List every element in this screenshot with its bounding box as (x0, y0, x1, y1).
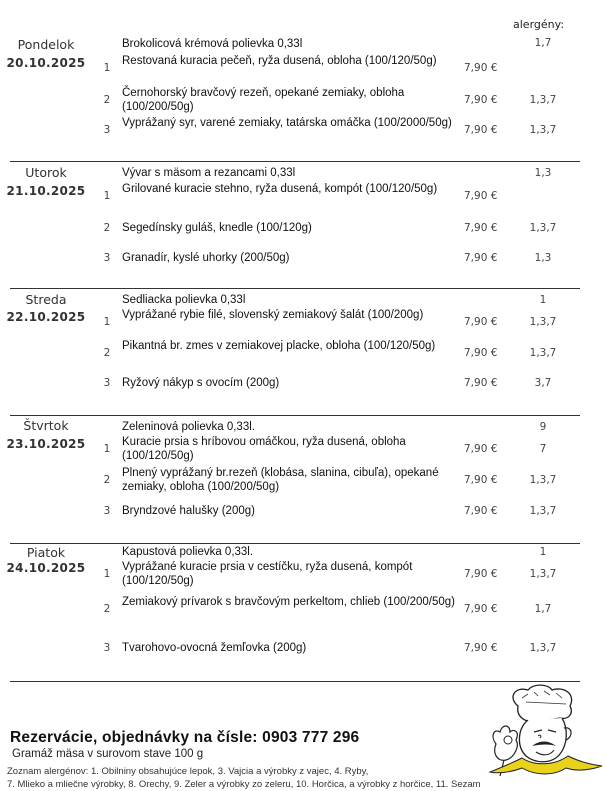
meal-price: 7,90 € (464, 603, 498, 615)
meal-number: 1 (103, 443, 111, 455)
allergen-list-line-2: 7. Mlieko a mliečne výrobky, 8. Orechy, 9. Zeler a výrobky zo zeleru, 10. Horčica, a výrobky z horčice, 11. Sezam (7, 779, 481, 790)
meal-number: 2 (103, 603, 111, 615)
day-date: 21.10.2025 (6, 184, 86, 198)
meal-price: 7,90 € (464, 316, 498, 328)
meal-allergens: 1,3,7 (529, 347, 557, 359)
day-date: 22.10.2025 (6, 310, 86, 324)
day-name: Štvrtok (23, 418, 69, 433)
meal-name: Ryžový nákyp s ovocím (200g) (122, 377, 280, 389)
meal-number: 1 (103, 62, 111, 74)
meal-price: 7,90 € (464, 443, 498, 455)
meal-number: 2 (103, 347, 111, 359)
meal-number: 3 (103, 252, 111, 264)
meal-allergens: 1,3,7 (529, 222, 557, 234)
meal-name: Tvarohovo-ovocná žemľovka (200g) (122, 642, 307, 654)
soup-allergens: 1 (539, 294, 547, 306)
soup-name: Brokolicová krémová polievka 0,33l (122, 38, 303, 50)
day-date: 20.10.2025 (6, 56, 86, 70)
meal-price: 7,90 € (464, 222, 498, 234)
allergen-list (7, 765, 606, 791)
meal-allergens: 7 (539, 443, 547, 455)
meal-name: Vyprážané kuracie prsia v cestíčku, ryža dusená, kompót (100/120/50g) (122, 561, 413, 587)
meal-allergens: 1,3,7 (529, 94, 557, 106)
meal-name: Plnený vyprážaný br.rezeň (klobása, slanina, cibuľa), opekané zemiaky, obloha (100/200/50g) (122, 467, 439, 493)
meal-allergens: 1,3,7 (529, 642, 557, 654)
soup-allergens: 1,7 (534, 37, 552, 49)
meal-price: 7,90 € (464, 252, 498, 264)
meal-name: Segedínsky guláš, knedle (100/120g) (122, 222, 312, 234)
meal-allergens: 1,7 (534, 603, 552, 615)
allergen-column-header: alergény: (513, 18, 565, 31)
allergen-list-line-1: Zoznam alergénov: 1. Obilniny obsahujúce lepok, 3. Vajcia a výrobky z vajec, 4. Ryby, (7, 766, 369, 777)
meal-number: 3 (103, 377, 111, 389)
day-name: Piatok (26, 545, 66, 560)
day-date: 23.10.2025 (6, 437, 86, 451)
section-divider (10, 161, 580, 162)
day-name: Pondelok (17, 37, 75, 52)
meal-name: Pikantná br. zmes v zemiakovej placke, obloha (100/120/50g) (122, 340, 436, 352)
meal-number: 3 (103, 642, 111, 654)
section-divider (10, 288, 580, 289)
meal-price: 7,90 € (464, 568, 498, 580)
meal-allergens: 1,3,7 (529, 316, 557, 328)
meal-allergens: 1,3,7 (529, 568, 557, 580)
meal-price: 7,90 € (464, 377, 498, 389)
meal-name: Zemiakový prívarok s bravčovým perkeltom, chlieb (100/200/50g) (122, 596, 456, 608)
meal-number: 2 (103, 222, 111, 234)
meal-number: 2 (103, 474, 111, 486)
meal-price: 7,90 € (464, 474, 498, 486)
meal-name: Vyprážaný syr, varené zemiaky, tatárska omáčka (100/2000/50g) (122, 117, 452, 129)
day-name: Streda (25, 292, 67, 307)
meal-price: 7,90 € (464, 94, 498, 106)
meal-name: Bryndzové halušky (200g) (122, 505, 255, 517)
soup-allergens: 9 (539, 421, 547, 433)
meal-price: 7,90 € (464, 190, 498, 202)
meal-price: 7,90 € (464, 505, 498, 517)
section-divider (10, 543, 580, 544)
meal-name: Granadír, kyslé uhorky (200/50g) (122, 252, 290, 264)
meat-weight-note: Gramáž mäsa v surovom stave 100 g (12, 748, 204, 760)
soup-allergens: 1 (539, 546, 547, 558)
soup-allergens: 1,3 (534, 167, 552, 179)
soup-name: Vývar s mäsom a rezancami 0,33l (122, 167, 296, 179)
meal-allergens: 1,3,7 (529, 505, 557, 517)
soup-name: Kapustová polievka 0,33l. (122, 546, 254, 558)
footer-divider (10, 681, 580, 682)
soup-name: Sedliacka polievka 0,33l (122, 294, 246, 306)
meal-number: 3 (103, 124, 111, 136)
meal-number: 2 (103, 94, 111, 106)
meal-price: 7,90 € (464, 124, 498, 136)
meal-name: Černohorský bravčový rezeň, opekané zemiaky, obloha (100/200/50g) (122, 87, 405, 113)
soup-name: Zeleninová polievka 0,33l. (122, 421, 255, 433)
meal-name: Kuracie prsia s hríbovou omáčkou, ryža dusená, obloha (100/120/50g) (122, 436, 406, 462)
day-date: 24.10.2025 (6, 561, 86, 575)
meal-allergens: 3,7 (534, 377, 552, 389)
meal-allergens: 1,3,7 (529, 474, 557, 486)
section-divider (10, 415, 580, 416)
meal-allergens: 1,3 (534, 252, 552, 264)
meal-number: 1 (103, 568, 111, 580)
day-name: Utorok (25, 165, 67, 180)
meal-price: 7,90 € (464, 642, 498, 654)
meal-name: Grilované kuracie stehno, ryža dusená, kompót (100/120/50g) (122, 183, 438, 195)
meal-name: Vyprážané rybie filé, slovenský zemiakový šalát (100/200g) (122, 309, 424, 321)
reservation-phone-text: Rezervácie, objednávky na čísle: 0903 777 296 (10, 729, 360, 746)
meal-allergens: 1,3,7 (529, 124, 557, 136)
meal-number: 1 (103, 316, 111, 328)
meal-name: Restovaná kuracia pečeň, ryža dusená, obloha (100/120/50g) (122, 55, 437, 67)
meal-number: 1 (103, 190, 111, 202)
meal-price: 7,90 € (464, 62, 498, 74)
meal-price: 7,90 € (464, 347, 498, 359)
meal-number: 3 (103, 505, 111, 517)
